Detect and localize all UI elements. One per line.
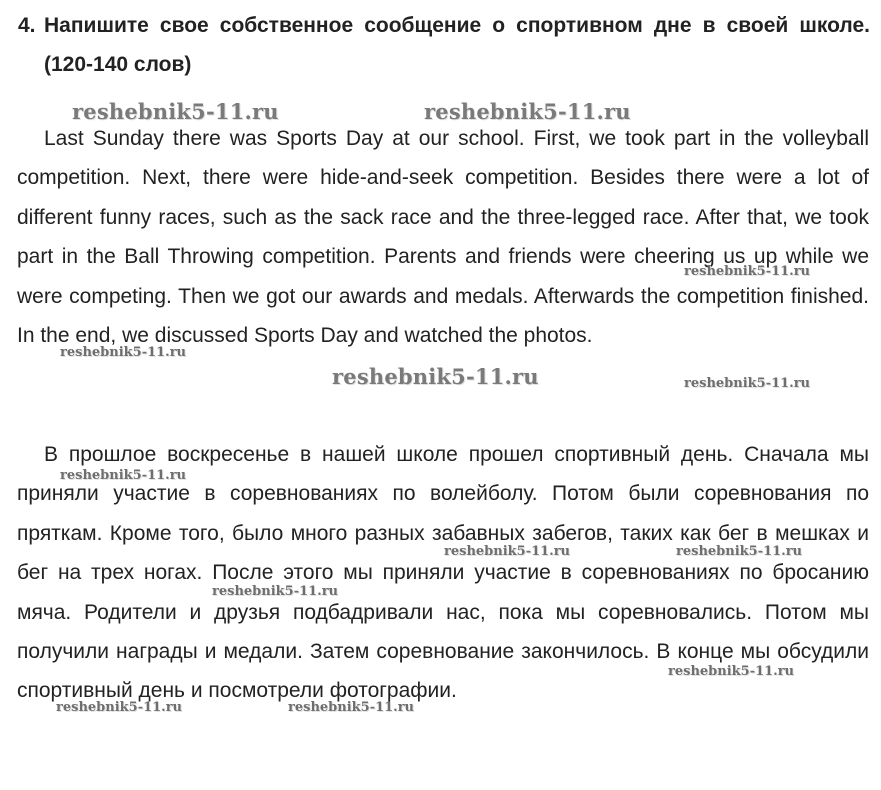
watermark-text: reshebnik5-11.ru (684, 264, 811, 279)
watermark-text: reshebnik5-11.ru (56, 700, 183, 715)
watermark-text: reshebnik5-11.ru (288, 700, 415, 715)
watermark-text: reshebnik5-11.ru (676, 544, 803, 559)
watermark-text: reshebnik5-11.ru (424, 99, 631, 124)
watermark-text: reshebnik5-11.ru (332, 364, 539, 389)
watermark-text: reshebnik5-11.ru (668, 664, 795, 679)
watermark-text: reshebnik5-11.ru (60, 345, 187, 360)
task-number: 4. (18, 14, 36, 37)
russian-paragraph: В прошлое воскресенье в нашей школе прошел спортивный день. Сначала мы приняли участие в соревнованиях по волейболу. Потом были соревнования по пряткам. Кроме того, было много разных забавных забегов, таких как бег в мешках и бег на трех ногах. После этого мы приняли участие в соревнованиях по бросанию мяча. Родители и друзья подбадривали нас, пока мы соревновались. Потом мы получили награды и медали. Затем соревнование закончилось. В конце мы обсудили спортивный день и посмотрели фотографии. (17, 443, 869, 703)
task-text: Напишите свое собственное сообщение о спортивном дне в своей школе. (120-140 слов) (44, 14, 870, 76)
watermark-text: reshebnik5-11.ru (212, 584, 339, 599)
english-paragraph: Last Sunday there was Sports Day at our school. First, we took part in the volleyball competition. Next, there were hide-and-seek competition. Besides there were a lot of different funny races, such as the sack race and the three-legged race. After that, we took part in the Ball Throwing competition. Parents and friends were cheering us up while we were competing. Then we got our awards and medals. Afterwards the competition finished. In the end, we discussed Sports Day and watched the photos. (17, 127, 869, 348)
watermark-text: reshebnik5-11.ru (684, 376, 811, 391)
watermark-text: reshebnik5-11.ru (72, 99, 279, 124)
watermark-text: reshebnik5-11.ru (444, 544, 571, 559)
watermark-text: reshebnik5-11.ru (60, 468, 187, 483)
task-heading (18, 6, 870, 84)
